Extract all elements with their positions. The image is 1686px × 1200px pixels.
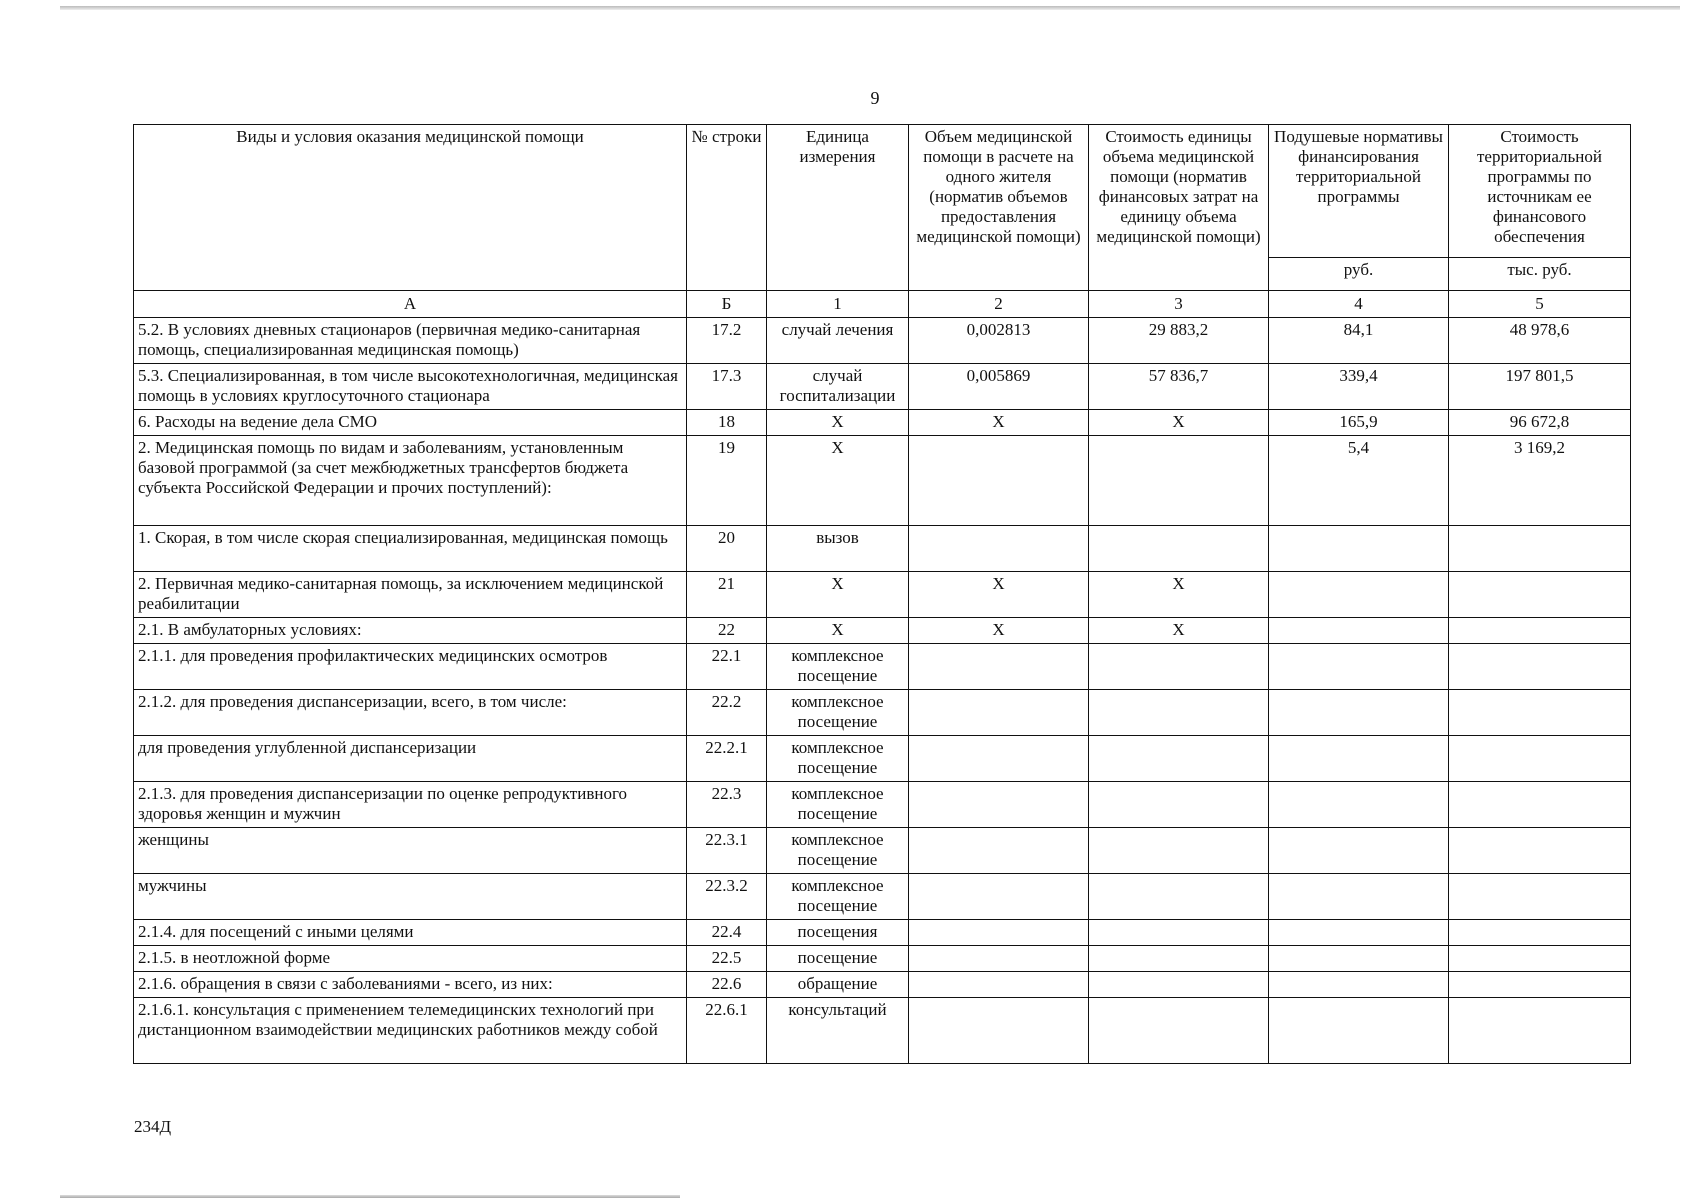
row-per-capita: 84,1 [1269, 318, 1449, 364]
row-volume: X [909, 572, 1089, 618]
row-description: женщины [134, 828, 687, 874]
table-row [134, 920, 1631, 946]
table-row [134, 364, 1631, 410]
row-program-cost [1449, 644, 1631, 690]
row-number: 18 [687, 410, 767, 436]
row-per-capita [1269, 874, 1449, 920]
row-volume [909, 690, 1089, 736]
row-number: 22.2 [687, 690, 767, 736]
column-letter: 1 [767, 291, 909, 318]
row-unit: комплексное посещение [767, 644, 909, 690]
row-number: 22.3.1 [687, 828, 767, 874]
row-unit-cost [1089, 526, 1269, 572]
row-unit: X [767, 572, 909, 618]
row-unit-cost [1089, 920, 1269, 946]
header-unit-cost: Стоимость единицы объема медицинской помощи (норматив финансовых затрат на единицу объема медицинской помощи) [1089, 125, 1269, 291]
row-per-capita [1269, 998, 1449, 1064]
row-description: 2.1.6. обращения в связи с заболеваниями - всего, из них: [134, 972, 687, 998]
row-description: 6. Расходы на ведение дела СМО [134, 410, 687, 436]
table-row [134, 998, 1631, 1064]
row-unit: случай лечения [767, 318, 909, 364]
row-unit: X [767, 410, 909, 436]
row-number: 22.1 [687, 644, 767, 690]
table-row [134, 690, 1631, 736]
row-program-cost [1449, 736, 1631, 782]
row-number: 17.2 [687, 318, 767, 364]
row-per-capita [1269, 526, 1449, 572]
row-program-cost [1449, 828, 1631, 874]
row-per-capita [1269, 946, 1449, 972]
row-number: 22.2.1 [687, 736, 767, 782]
row-per-capita: 5,4 [1269, 436, 1449, 526]
row-unit-cost [1089, 972, 1269, 998]
row-program-cost [1449, 946, 1631, 972]
row-volume [909, 828, 1089, 874]
document-code: 234Д [134, 1117, 172, 1136]
header-volume: Объем медицинской помощи в расчете на одного жителя (норматив объемов предоставления медицинской помощи) [909, 125, 1089, 291]
row-number: 22.6 [687, 972, 767, 998]
row-program-cost [1449, 526, 1631, 572]
row-program-cost: 3 169,2 [1449, 436, 1631, 526]
row-number: 22 [687, 618, 767, 644]
row-description: 5.2. В условиях дневных стационаров (первичная медико-санитарная помощь, специализированная медицинская помощь) [134, 318, 687, 364]
row-unit-cost: X [1089, 410, 1269, 436]
row-volume [909, 946, 1089, 972]
row-unit-cost [1089, 690, 1269, 736]
row-volume [909, 436, 1089, 526]
row-program-cost: 96 672,8 [1449, 410, 1631, 436]
table-row [134, 436, 1631, 526]
row-per-capita [1269, 782, 1449, 828]
row-description: 2.1.1. для проведения профилактических медицинских осмотров [134, 644, 687, 690]
table-row [134, 410, 1631, 436]
row-description: для проведения углубленной диспансеризации [134, 736, 687, 782]
row-unit-cost: X [1089, 618, 1269, 644]
row-program-cost: 48 978,6 [1449, 318, 1631, 364]
table-row [134, 572, 1631, 618]
row-volume [909, 998, 1089, 1064]
header-per-capita: Подушевые нормативы финансирования территориальной программы [1269, 125, 1449, 258]
row-description: 2. Медицинская помощь по видам и заболеваниям, установленным базовой программой (за счет межбюджетных трансфертов бюджета субъекта Российской Федерации и прочих поступлений): [134, 436, 687, 526]
row-volume [909, 920, 1089, 946]
table-row [134, 644, 1631, 690]
row-unit: консультаций [767, 998, 909, 1064]
header-row-number: № строки [687, 125, 767, 291]
row-program-cost [1449, 690, 1631, 736]
row-number: 22.3.2 [687, 874, 767, 920]
row-program-cost: 197 801,5 [1449, 364, 1631, 410]
row-number: 17.3 [687, 364, 767, 410]
row-per-capita: 339,4 [1269, 364, 1449, 410]
row-program-cost [1449, 874, 1631, 920]
row-number: 20 [687, 526, 767, 572]
row-unit-cost: 29 883,2 [1089, 318, 1269, 364]
column-letter: 5 [1449, 291, 1631, 318]
row-unit-cost [1089, 436, 1269, 526]
row-per-capita [1269, 920, 1449, 946]
row-unit: X [767, 618, 909, 644]
table-row [134, 828, 1631, 874]
row-per-capita [1269, 972, 1449, 998]
header-row [134, 125, 1631, 258]
column-letter: 2 [909, 291, 1089, 318]
row-unit-cost [1089, 782, 1269, 828]
row-unit-cost [1089, 998, 1269, 1064]
table-row [134, 972, 1631, 998]
row-unit: случай госпитализации [767, 364, 909, 410]
column-letter: 4 [1269, 291, 1449, 318]
table-row [134, 782, 1631, 828]
row-number: 22.5 [687, 946, 767, 972]
row-volume: 0,002813 [909, 318, 1089, 364]
header-kinds: Виды и условия оказания медицинской помощи [134, 125, 687, 291]
table-row [134, 618, 1631, 644]
row-number: 22.6.1 [687, 998, 767, 1064]
row-unit-cost: 57 836,7 [1089, 364, 1269, 410]
row-volume [909, 972, 1089, 998]
row-per-capita [1269, 644, 1449, 690]
row-program-cost [1449, 572, 1631, 618]
row-volume [909, 644, 1089, 690]
row-volume [909, 526, 1089, 572]
row-unit: комплексное посещение [767, 828, 909, 874]
table-row [134, 318, 1631, 364]
row-unit-cost: X [1089, 572, 1269, 618]
row-program-cost [1449, 782, 1631, 828]
row-description: 2. Первичная медико-санитарная помощь, за исключением медицинской реабилитации [134, 572, 687, 618]
row-program-cost [1449, 618, 1631, 644]
row-unit-cost [1089, 946, 1269, 972]
row-unit-cost [1089, 644, 1269, 690]
row-per-capita [1269, 572, 1449, 618]
header-unit-rub: руб. [1269, 258, 1449, 291]
row-number: 19 [687, 436, 767, 526]
row-volume [909, 736, 1089, 782]
table-row [134, 874, 1631, 920]
row-number: 22.4 [687, 920, 767, 946]
page-number: 9 [870, 88, 880, 108]
column-letter: Б [687, 291, 767, 318]
row-per-capita [1269, 828, 1449, 874]
row-per-capita: 165,9 [1269, 410, 1449, 436]
row-unit: комплексное посещение [767, 874, 909, 920]
row-program-cost [1449, 972, 1631, 998]
row-unit-cost [1089, 736, 1269, 782]
row-volume: 0,005869 [909, 364, 1089, 410]
row-volume [909, 782, 1089, 828]
row-volume: X [909, 410, 1089, 436]
scan-edge-top [60, 6, 1680, 10]
row-description: 2.1. В амбулаторных условиях: [134, 618, 687, 644]
row-program-cost [1449, 920, 1631, 946]
row-description: 2.1.4. для посещений с иными целями [134, 920, 687, 946]
row-description: 1. Скорая, в том числе скорая специализированная, медицинская помощь [134, 526, 687, 572]
row-unit: посещения [767, 920, 909, 946]
row-unit: обращение [767, 972, 909, 998]
column-letter: А [134, 291, 687, 318]
row-volume: X [909, 618, 1089, 644]
header-program-cost: Стоимость территориальной программы по источникам ее финансового обеспечения [1449, 125, 1631, 258]
row-unit: вызов [767, 526, 909, 572]
row-program-cost [1449, 998, 1631, 1064]
column-letters-row [134, 291, 1631, 318]
row-volume [909, 874, 1089, 920]
row-unit-cost [1089, 874, 1269, 920]
row-per-capita [1269, 618, 1449, 644]
row-unit: комплексное посещение [767, 736, 909, 782]
header-unit: Единица измерения [767, 125, 909, 291]
row-unit: посещение [767, 946, 909, 972]
scan-edge-bottom [60, 1195, 680, 1198]
row-unit: комплексное посещение [767, 782, 909, 828]
table-row [134, 736, 1631, 782]
table-row [134, 946, 1631, 972]
row-description: 2.1.2. для проведения диспансеризации, всего, в том числе: [134, 690, 687, 736]
row-per-capita [1269, 690, 1449, 736]
row-number: 22.3 [687, 782, 767, 828]
row-unit: X [767, 436, 909, 526]
row-description: 2.1.3. для проведения диспансеризации по оценке репродуктивного здоровья женщин и мужчин [134, 782, 687, 828]
table-row [134, 526, 1631, 572]
row-description: 5.3. Специализированная, в том числе высокотехнологичная, медицинская помощь в условиях круглосуточного стационара [134, 364, 687, 410]
header-unit-thousand-rub: тыс. руб. [1449, 258, 1631, 291]
financing-table [133, 124, 1631, 1064]
column-letter: 3 [1089, 291, 1269, 318]
row-description: 2.1.6.1. консультация с применением телемедицинских технологий при дистанционном взаимодействии медицинских работников между собой [134, 998, 687, 1064]
row-description: 2.1.5. в неотложной форме [134, 946, 687, 972]
row-number: 21 [687, 572, 767, 618]
row-per-capita [1269, 736, 1449, 782]
row-description: мужчины [134, 874, 687, 920]
row-unit: комплексное посещение [767, 690, 909, 736]
row-unit-cost [1089, 828, 1269, 874]
